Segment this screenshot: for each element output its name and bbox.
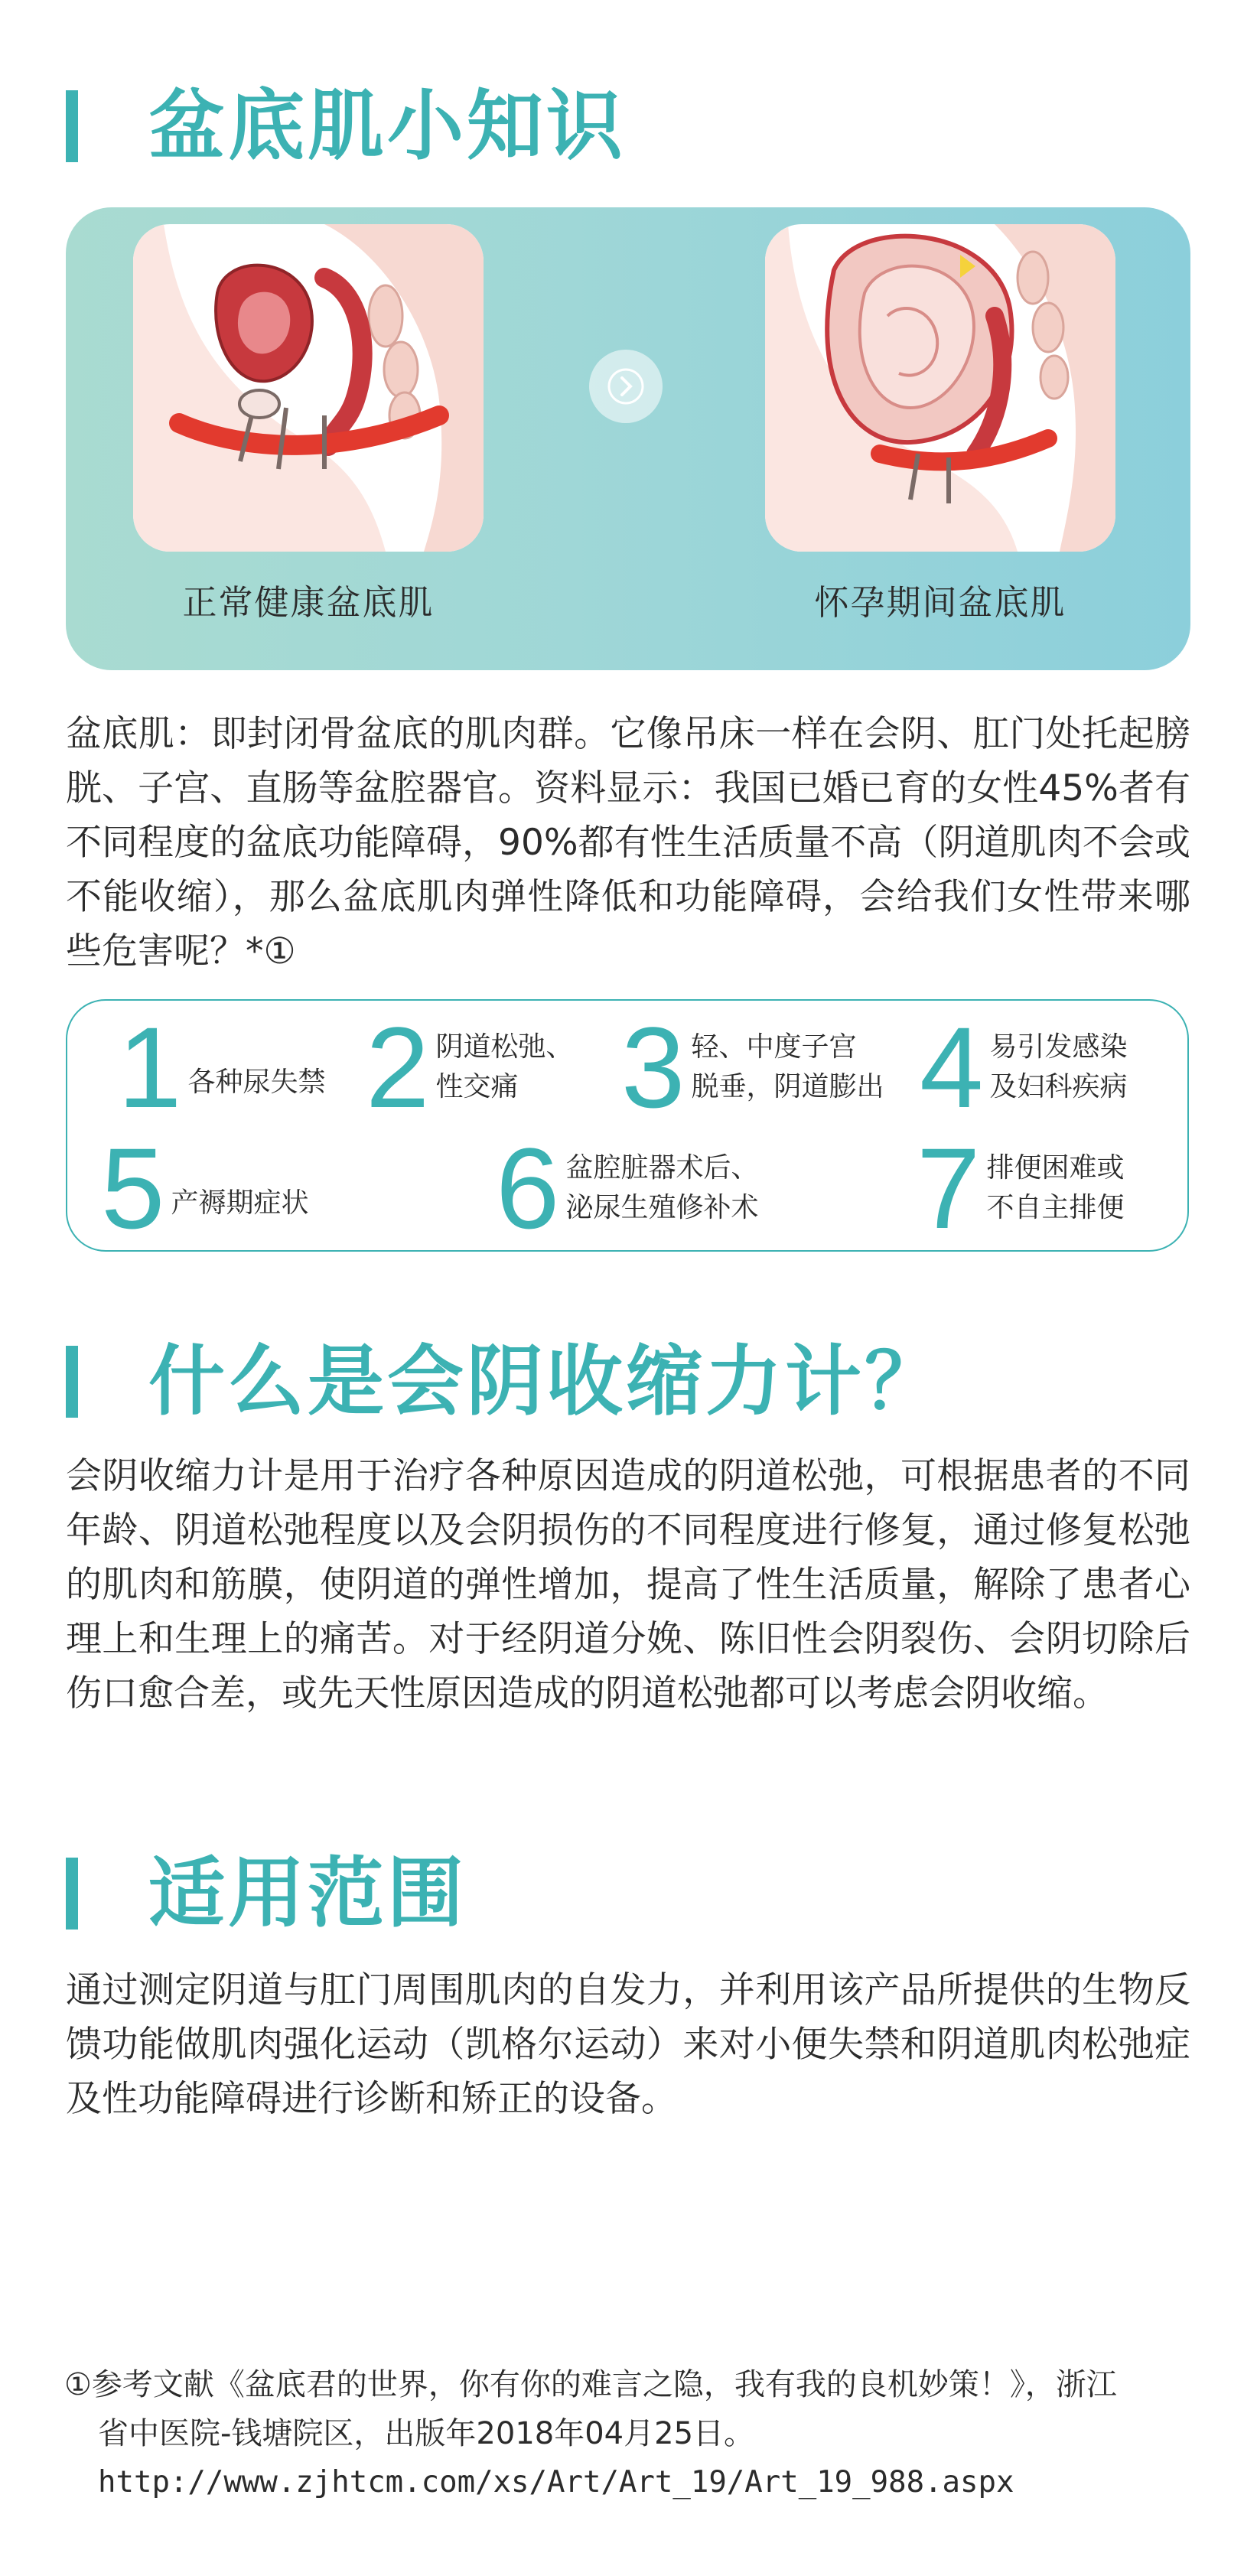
risk-number: 6 bbox=[496, 1124, 560, 1252]
footnote-line-1: ①参考文献《盆底君的世界，你有你的难言之隐，我有我的良机妙策！》，浙江 bbox=[64, 2367, 1117, 2402]
risk-text: 阴道松弛、 性交痛 bbox=[435, 1031, 574, 1102]
risk-item-5 bbox=[101, 1124, 309, 1252]
section-title-pelvic-knowledge bbox=[66, 81, 626, 171]
risk-number: 5 bbox=[101, 1124, 165, 1252]
risk-item-2 bbox=[366, 1003, 574, 1132]
risk-number: 2 bbox=[366, 1003, 430, 1132]
risk-item-4 bbox=[920, 1003, 1128, 1132]
section-title-scope bbox=[66, 1848, 467, 1938]
risk-number: 1 bbox=[118, 1003, 182, 1132]
risk-text: 轻、中度子宫 脱垂，阴道膨出 bbox=[691, 1031, 884, 1102]
risk-text: 排便困难或 不自主排便 bbox=[986, 1152, 1125, 1223]
risk-item-7 bbox=[917, 1124, 1125, 1252]
risk-item-3 bbox=[621, 1003, 884, 1132]
risk-list-box bbox=[66, 999, 1189, 1252]
pregnancy-pelvic-floor-label: 怀孕期间盆底肌 bbox=[814, 582, 1066, 623]
pregnancy-pelvic-floor-illustration bbox=[765, 224, 1115, 552]
risk-text: 各种尿失禁 bbox=[187, 1067, 326, 1098]
title-accent-bar bbox=[66, 1346, 78, 1418]
risk-number: 3 bbox=[621, 1003, 685, 1132]
section-heading: 适用范围 bbox=[148, 1848, 467, 1938]
reference-footnote bbox=[64, 2360, 1197, 2507]
title-accent-bar bbox=[66, 1858, 78, 1930]
chevron-right-icon bbox=[589, 350, 663, 423]
risk-number: 4 bbox=[920, 1003, 984, 1132]
risk-item-6 bbox=[496, 1124, 759, 1252]
normal-pelvic-floor-illustration bbox=[133, 224, 484, 552]
intro-paragraph: 盆底肌：即封闭骨盆底的肌肉群。它像吊床一样在会阴、肛门处托起膀胱、子宫、直肠等盆腔器官。资料显示：我国已婚已育的女性45%者有不同程度的盆底功能障碍，90%都有性生活质量不高（阴道肌肉不会或不能收缩），那么盆底肌肉弹性降低和功能障碍，会给我们女性带来哪些危害呢？*① bbox=[66, 713, 1190, 972]
risk-item-1 bbox=[118, 1003, 326, 1132]
title-accent-bar bbox=[66, 90, 78, 162]
reference-link[interactable]: http://www.zjhtcm.com/xs/Art/Art_19/Art_19_988.aspx bbox=[98, 2465, 1014, 2499]
risk-text: 产褥期症状 bbox=[171, 1187, 309, 1219]
section-heading: 什么是会阴收缩力计？ bbox=[148, 1337, 944, 1426]
normal-pelvic-floor-label: 正常健康盆底肌 bbox=[182, 582, 435, 623]
perineometer-paragraph: 会阴收缩力计是用于治疗各种原因造成的阴道松弛，可根据患者的不同年龄、阴道松弛程度以及会阴损伤的不同程度进行修复，通过修复松弛的肌肉和筋膜，使阴道的弹性增加，提高了性生活质量，解除了患者心理上和生理上的痛苦。对于经阴道分娩、陈旧性会阴裂伤、会阴切除后伤口愈合差，或先天性原因造成的阴道松弛都可以考虑会阴收缩。 bbox=[66, 1455, 1190, 1715]
risk-text: 易引发感染 及妇科疾病 bbox=[989, 1031, 1128, 1102]
risk-number: 7 bbox=[917, 1124, 981, 1252]
comparison-panel bbox=[66, 207, 1190, 670]
section-heading: 盆底肌小知识 bbox=[148, 81, 626, 171]
footnote-line-2: 省中医院-钱塘院区，出版年2018年04月25日。 bbox=[98, 2416, 755, 2451]
risk-text: 盆腔脏器术后、 泌尿生殖修补术 bbox=[565, 1152, 759, 1223]
section-title-perineometer bbox=[66, 1337, 944, 1426]
scope-paragraph: 通过测定阴道与肛门周围肌肉的自发力，并利用该产品所提供的生物反馈功能做肌肉强化运动（凯格尔运动）来对小便失禁和阴道肌肉松弛症及性功能障碍进行诊断和矫正的设备。 bbox=[66, 1969, 1190, 2120]
